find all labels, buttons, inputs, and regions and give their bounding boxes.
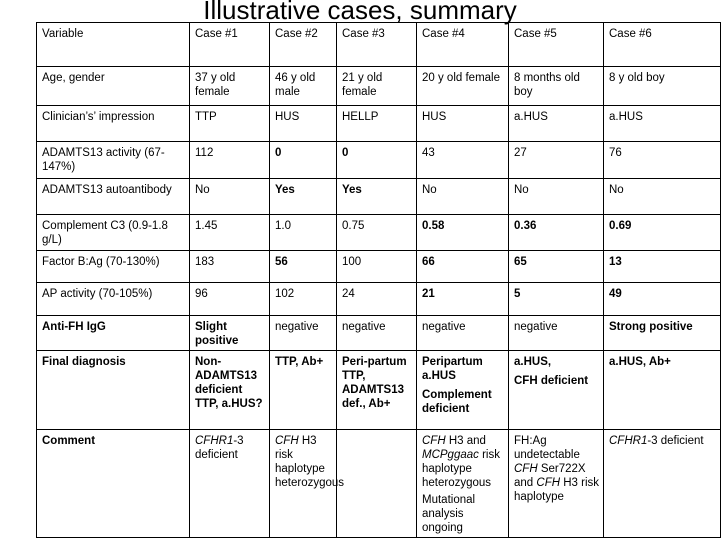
cell-case-5: 8 months old boy bbox=[509, 67, 604, 106]
row-age-gender bbox=[37, 67, 721, 106]
cell-case-1: No bbox=[190, 179, 270, 215]
cell-case-2: Yes bbox=[270, 179, 337, 215]
cell-case-3: 21 y old female bbox=[337, 67, 417, 106]
diagnosis-line-1: Peripartum a.HUS bbox=[422, 356, 483, 382]
cell-case-1: 1.45 bbox=[190, 215, 270, 251]
cell-case-3: HELLP bbox=[337, 106, 417, 142]
row-complement-c3 bbox=[37, 215, 721, 251]
row-clinician-impression bbox=[37, 106, 721, 142]
cell-case-5: 27 bbox=[509, 142, 604, 179]
cell-case-3: negative bbox=[337, 316, 417, 351]
cell-case-1: 183 bbox=[190, 251, 270, 283]
cell-case-6: 8 y old boy bbox=[604, 67, 721, 106]
cell-case-3: 0.75 bbox=[337, 215, 417, 251]
cell-case-4: negative bbox=[417, 316, 509, 351]
cell-case-6: Strong positive bbox=[604, 316, 721, 351]
cell-case-3: Yes bbox=[337, 179, 417, 215]
cell-case-4: 43 bbox=[417, 142, 509, 179]
cell-case-6: 49 bbox=[604, 283, 721, 316]
row-adamts13-activity bbox=[37, 142, 721, 179]
cell-case-1: 96 bbox=[190, 283, 270, 316]
comment-text: FH:Ag undetectable bbox=[514, 435, 580, 461]
cell-case-3: 0 bbox=[337, 142, 417, 179]
cell-case-2: 0 bbox=[270, 142, 337, 179]
cell-case-5: a.HUS bbox=[509, 106, 604, 142]
cell-case-5: No bbox=[509, 179, 604, 215]
row-comment bbox=[37, 430, 721, 538]
cell-case-6: 76 bbox=[604, 142, 721, 179]
cell-case-4: No bbox=[417, 179, 509, 215]
cell-case-4: HUS bbox=[417, 106, 509, 142]
header-row bbox=[37, 23, 721, 67]
slide-title: Illustrative cases, summary bbox=[203, 0, 517, 25]
cell-case-6: a.HUS bbox=[604, 106, 721, 142]
row-label: AP activity (70-105%) bbox=[37, 283, 190, 316]
comment-text: H3 and bbox=[445, 435, 486, 447]
summary-table bbox=[36, 22, 721, 538]
cell-case-2: 1.0 bbox=[270, 215, 337, 251]
cell-case-3: 24 bbox=[337, 283, 417, 316]
gene-name: CFHR1 bbox=[609, 435, 648, 447]
row-label: Final diagnosis bbox=[37, 351, 190, 430]
cell-case-5: 0.36 bbox=[509, 215, 604, 251]
cell-case-2: 102 bbox=[270, 283, 337, 316]
row-factor-b bbox=[37, 251, 721, 283]
cell-case-6: 0.69 bbox=[604, 215, 721, 251]
header-case-3: Case #3 bbox=[337, 23, 417, 67]
row-label: Anti-FH IgG bbox=[37, 316, 190, 351]
comment-text: H3 risk haplotype bbox=[514, 477, 600, 503]
diagnosis-line-1: a.HUS, bbox=[514, 356, 552, 368]
cell-case-1: Non-ADAMTS13 deficient TTP, a.HUS? bbox=[190, 351, 270, 430]
comment-text: Mutational analysis ongoing bbox=[422, 494, 476, 534]
gene-name: CFH bbox=[514, 463, 538, 475]
cell-case-4: 20 y old female bbox=[417, 67, 509, 106]
cell-case-6: a.HUS, Ab+ bbox=[604, 351, 721, 430]
cell-case-2: TTP, Ab+ bbox=[270, 351, 337, 430]
row-ap-activity bbox=[37, 283, 721, 316]
comment-text: Ser722X and bbox=[514, 463, 586, 489]
cell-case-2: HUS bbox=[270, 106, 337, 142]
diagnosis-line-2: Complement deficient bbox=[422, 389, 492, 415]
row-label: Comment bbox=[37, 430, 190, 538]
header-case-1: Case #1 bbox=[190, 23, 270, 67]
row-label: Clinician’s’ impression bbox=[37, 106, 190, 142]
cell-case-2 bbox=[270, 430, 345, 538]
cell-case-3: 100 bbox=[337, 251, 417, 283]
comment-text: risk haplotype heterozygous bbox=[422, 449, 500, 489]
diagnosis-line-2: CFH deficient bbox=[514, 375, 589, 387]
cell-case-4: 0.58 bbox=[417, 215, 509, 251]
cell-case-1 bbox=[190, 430, 270, 538]
row-label: ADAMTS13 activity (67-147%) bbox=[37, 142, 190, 179]
cell-case-2: 46 y old male bbox=[270, 67, 337, 106]
gene-name: MCPggaac bbox=[422, 449, 479, 461]
cell-case-4 bbox=[417, 351, 509, 430]
row-anti-fh-igg bbox=[37, 316, 721, 351]
header-variable: Variable bbox=[37, 23, 190, 67]
header-case-5: Case #5 bbox=[509, 23, 604, 67]
gene-name: CFH bbox=[536, 477, 561, 489]
gene-name: CFH bbox=[422, 435, 446, 447]
cell-case-5: 5 bbox=[509, 283, 604, 316]
cell-case-4 bbox=[417, 430, 509, 538]
cell-case-3: Peri-partum TTP, ADAMTS13 def., Ab+ bbox=[337, 351, 417, 430]
cell-case-6 bbox=[604, 430, 721, 538]
row-label: ADAMTS13 autoantibody bbox=[37, 179, 190, 215]
cell-case-1: 112 bbox=[190, 142, 270, 179]
cell-case-6: 13 bbox=[604, 251, 721, 283]
row-label: Complement C3 (0.9-1.8 g/L) bbox=[37, 215, 190, 251]
cell-case-5 bbox=[509, 351, 604, 430]
header-case-2: Case #2 bbox=[270, 23, 337, 67]
comment-text: -3 deficient bbox=[647, 435, 704, 447]
gene-name: CFH bbox=[275, 435, 299, 447]
cell-case-4: 21 bbox=[417, 283, 509, 316]
cell-case-5 bbox=[509, 430, 604, 538]
comment-text: -3 deficient bbox=[195, 435, 244, 461]
row-label: Factor B:Ag (70-130%) bbox=[37, 251, 190, 283]
row-final-diagnosis bbox=[37, 351, 721, 430]
cell-case-1: Slight positive bbox=[190, 316, 270, 351]
cell-case-5: negative bbox=[509, 316, 604, 351]
cell-case-3 bbox=[337, 430, 417, 538]
cell-case-2: 56 bbox=[270, 251, 337, 283]
gene-name: CFHR1 bbox=[195, 435, 234, 447]
cell-case-2: negative bbox=[270, 316, 337, 351]
cell-case-5: 65 bbox=[509, 251, 604, 283]
cell-case-4: 66 bbox=[417, 251, 509, 283]
cell-case-6: No bbox=[604, 179, 721, 215]
cell-case-1: TTP bbox=[190, 106, 270, 142]
header-case-4: Case #4 bbox=[417, 23, 509, 67]
row-adamts13-autoantibody bbox=[37, 179, 721, 215]
cell-case-1: 37 y old female bbox=[190, 67, 270, 106]
header-case-6: Case #6 bbox=[604, 23, 721, 67]
comment-text: H3 risk haplotype heterozygous bbox=[275, 435, 345, 489]
row-label: Age, gender bbox=[37, 67, 190, 106]
